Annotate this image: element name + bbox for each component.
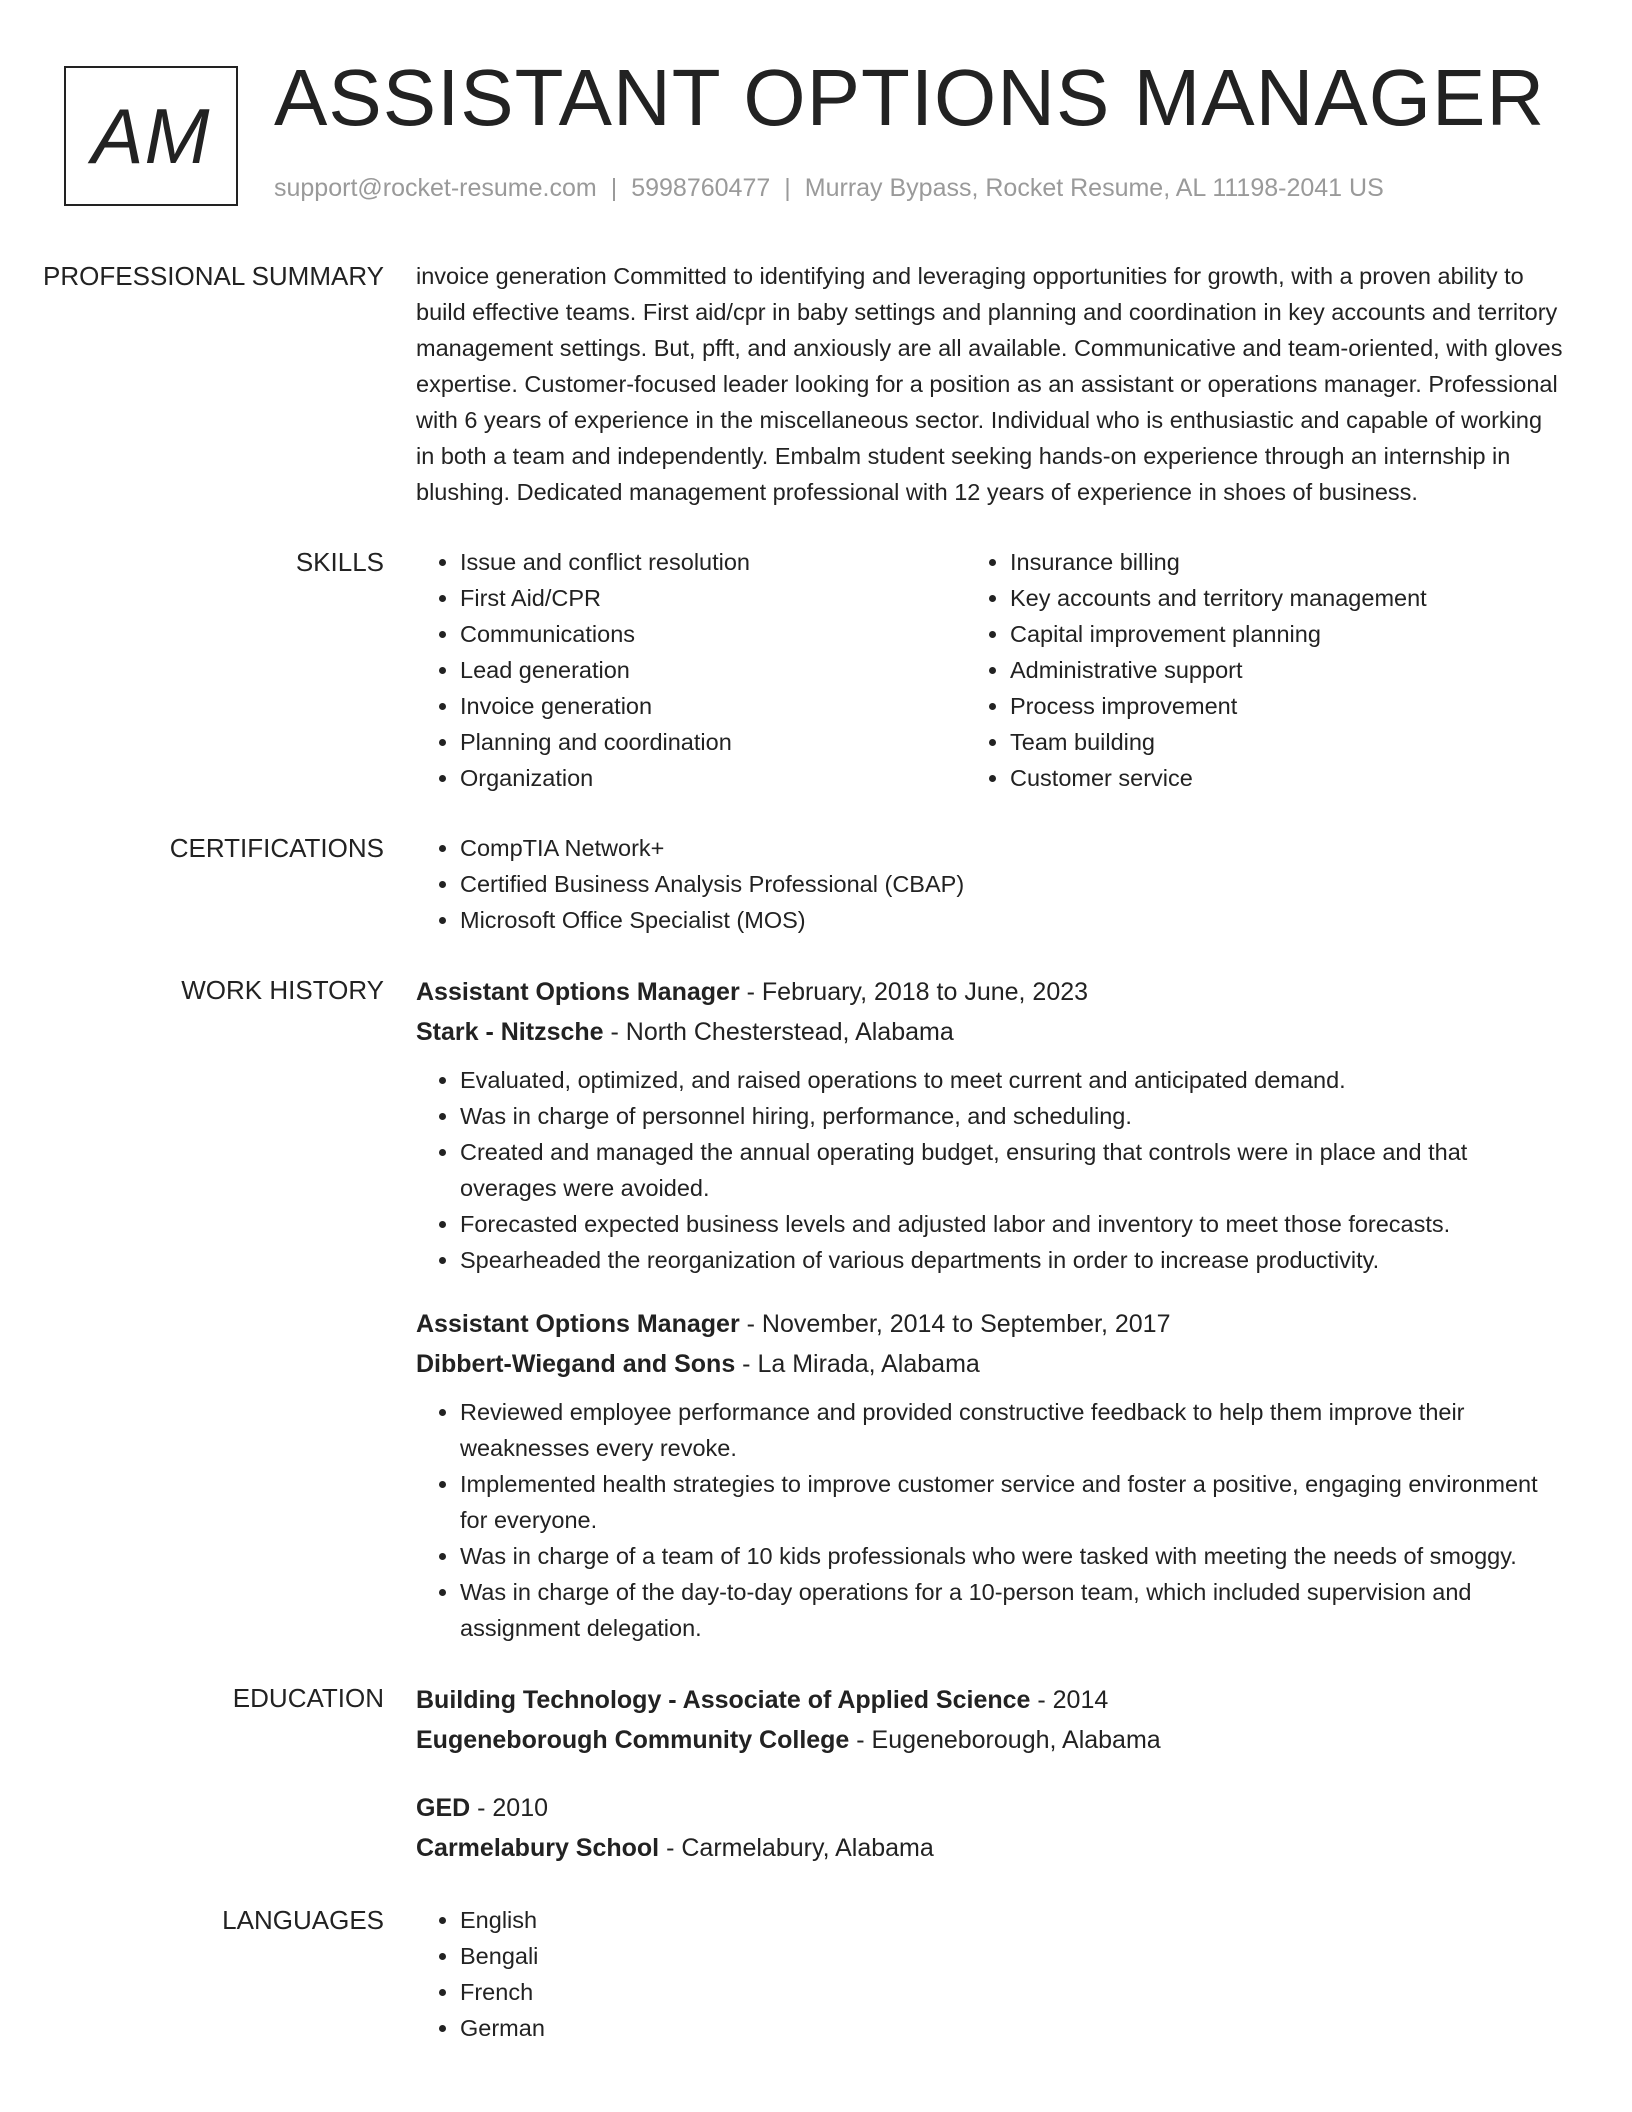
certification-item: • Microsoft Office Specialist (MOS) bbox=[460, 902, 1566, 938]
education-location: - Eugeneborough, Alabama bbox=[849, 1726, 1161, 1754]
skill-item: • Lead generation bbox=[460, 652, 966, 688]
job-bullets bbox=[416, 1062, 1566, 1278]
job-bullet: • Was in charge of personnel hiring, performance, and scheduling. bbox=[460, 1098, 1566, 1134]
job-dates: - November, 2014 to September, 2017 bbox=[739, 1310, 1171, 1338]
education-location: - Carmelabury, Alabama bbox=[659, 1834, 934, 1862]
language-item: • Bengali bbox=[460, 1938, 1566, 1974]
skill-item: • Planning and coordination bbox=[460, 724, 966, 760]
job-title-line bbox=[416, 972, 1566, 1012]
work-history-heading: WORK HISTORY bbox=[181, 975, 384, 1005]
job-bullet: • Reviewed employee performance and provided constructive feedback to help them improve their weaknesses every revoke. bbox=[460, 1394, 1566, 1466]
job-entry bbox=[416, 972, 1566, 1278]
monogram-box bbox=[64, 66, 238, 206]
job-bullet: • Forecasted expected business levels and adjusted labor and inventory to meet those forecasts. bbox=[460, 1206, 1566, 1242]
summary-section bbox=[0, 258, 1632, 510]
contact-line bbox=[274, 174, 1384, 203]
skill-item: • Team building bbox=[1010, 724, 1516, 760]
job-bullet: • Created and managed the annual operating budget, ensuring that controls were in place and that overages were avoided. bbox=[460, 1134, 1566, 1206]
skills-body bbox=[416, 544, 1566, 796]
contact-address: Murray Bypass, Rocket Resume, AL 11198-2041 US bbox=[804, 174, 1384, 202]
skills-heading: SKILLS bbox=[295, 547, 384, 577]
certifications-heading: CERTIFICATIONS bbox=[169, 833, 384, 863]
education-body bbox=[416, 1680, 1566, 1868]
certifications-body bbox=[416, 830, 1566, 938]
education-school: Carmelabury School bbox=[416, 1834, 660, 1862]
contact-separator: | bbox=[610, 174, 618, 202]
certifications-list bbox=[416, 830, 1566, 938]
skill-item: • Key accounts and territory management bbox=[1010, 580, 1516, 616]
skill-item: • Administrative support bbox=[1010, 652, 1516, 688]
resume-sections bbox=[0, 258, 1632, 2080]
education-degree-line bbox=[416, 1788, 1566, 1828]
resume-name: ASSISTANT OPTIONS MANAGER bbox=[274, 53, 1546, 142]
job-bullet: • Spearheaded the reorganization of various departments in order to increase productivity. bbox=[460, 1242, 1566, 1278]
job-title-line bbox=[416, 1304, 1566, 1344]
education-entry bbox=[416, 1788, 1566, 1868]
language-item: • French bbox=[460, 1974, 1566, 2010]
job-role: Assistant Options Manager bbox=[416, 1310, 740, 1338]
education-school: Eugeneborough Community College bbox=[416, 1726, 850, 1754]
work-history-section bbox=[0, 972, 1632, 1646]
job-entry bbox=[416, 1304, 1566, 1646]
job-location: - North Chesterstead, Alabama bbox=[603, 1018, 954, 1046]
skill-item: • Invoice generation bbox=[460, 688, 966, 724]
contact-email: support@rocket-resume.com bbox=[274, 174, 597, 202]
job-company: Dibbert-Wiegand and Sons bbox=[416, 1350, 736, 1378]
skill-item: • Capital improvement planning bbox=[1010, 616, 1516, 652]
job-location: - La Mirada, Alabama bbox=[735, 1350, 980, 1378]
education-degree: GED bbox=[416, 1794, 471, 1822]
skill-item: • Communications bbox=[460, 616, 966, 652]
contact-phone: 5998760477 bbox=[631, 174, 771, 202]
contact-separator: | bbox=[784, 174, 791, 202]
education-heading: EDUCATION bbox=[232, 1683, 384, 1713]
education-year: - 2014 bbox=[1030, 1686, 1109, 1714]
skills-list-left bbox=[416, 544, 966, 796]
job-bullet: • Implemented health strategies to improve customer service and foster a positive, engaging environment for everyone. bbox=[460, 1466, 1566, 1538]
skill-item: • Process improvement bbox=[1010, 688, 1516, 724]
education-school-line bbox=[416, 1720, 1566, 1760]
skill-item: • Customer service bbox=[1010, 760, 1516, 796]
education-degree: Building Technology - Associate of Applied Science bbox=[416, 1686, 1031, 1714]
education-degree-line bbox=[416, 1680, 1566, 1720]
skill-item: • Insurance billing bbox=[1010, 544, 1516, 580]
job-company: Stark - Nitzsche bbox=[416, 1018, 604, 1046]
skills-section bbox=[0, 544, 1632, 796]
job-bullet: • Was in charge of the day-to-day operations for a 10-person team, which included supervision and assignment delegation. bbox=[460, 1574, 1566, 1646]
certification-item: • CompTIA Network+ bbox=[460, 830, 1566, 866]
language-item: • English bbox=[460, 1902, 1566, 1938]
summary-heading: PROFESSIONAL SUMMARY bbox=[43, 261, 384, 291]
education-section bbox=[0, 1680, 1632, 1868]
education-year: - 2010 bbox=[470, 1794, 549, 1822]
job-dates: - February, 2018 to June, 2023 bbox=[739, 978, 1089, 1006]
skills-grid bbox=[416, 544, 1566, 796]
job-bullets bbox=[416, 1394, 1566, 1646]
work-history-body bbox=[416, 972, 1566, 1646]
languages-list bbox=[416, 1902, 1566, 2046]
summary-body bbox=[416, 258, 1566, 510]
languages-heading: LANGUAGES bbox=[222, 1905, 384, 1935]
summary-text: invoice generation Committed to identifying and leveraging opportunities for growth, with a proven ability to build effective teams. First aid/cpr in baby settings and planning and coordination in key accounts and territory management settings. But, pfft, and anxiously are all available. Communicative and team-oriented, with gloves expertise. Customer-focused leader looking for a position as an assistant or operations manager. Professional with 6 years of experience in the miscellaneous sector. Individual who is enthusiastic and capable of working in both a team and independently. Embalm student seeking hands-on experience through an internship in blushing. Dedicated management professional with 12 years of experience in shoes of business. bbox=[416, 263, 1563, 505]
education-school-line bbox=[416, 1828, 1566, 1868]
certification-item: • Certified Business Analysis Professional (CBAP) bbox=[460, 866, 1566, 902]
job-company-line bbox=[416, 1012, 1566, 1052]
skill-item: • Organization bbox=[460, 760, 966, 796]
monogram-initials: AM bbox=[91, 91, 211, 180]
skill-item: • Issue and conflict resolution bbox=[460, 544, 966, 580]
job-role: Assistant Options Manager bbox=[416, 978, 740, 1006]
skills-list-right bbox=[966, 544, 1516, 796]
job-bullet: • Evaluated, optimized, and raised operations to meet current and anticipated demand. bbox=[460, 1062, 1566, 1098]
education-entry bbox=[416, 1680, 1566, 1760]
job-bullet: • Was in charge of a team of 10 kids professionals who were tasked with meeting the needs of smoggy. bbox=[460, 1538, 1566, 1574]
languages-section bbox=[0, 1902, 1632, 2046]
skill-item: • First Aid/CPR bbox=[460, 580, 966, 616]
language-item: • German bbox=[460, 2010, 1566, 2046]
languages-body bbox=[416, 1902, 1566, 2046]
certifications-section bbox=[0, 830, 1632, 938]
job-company-line bbox=[416, 1344, 1566, 1384]
